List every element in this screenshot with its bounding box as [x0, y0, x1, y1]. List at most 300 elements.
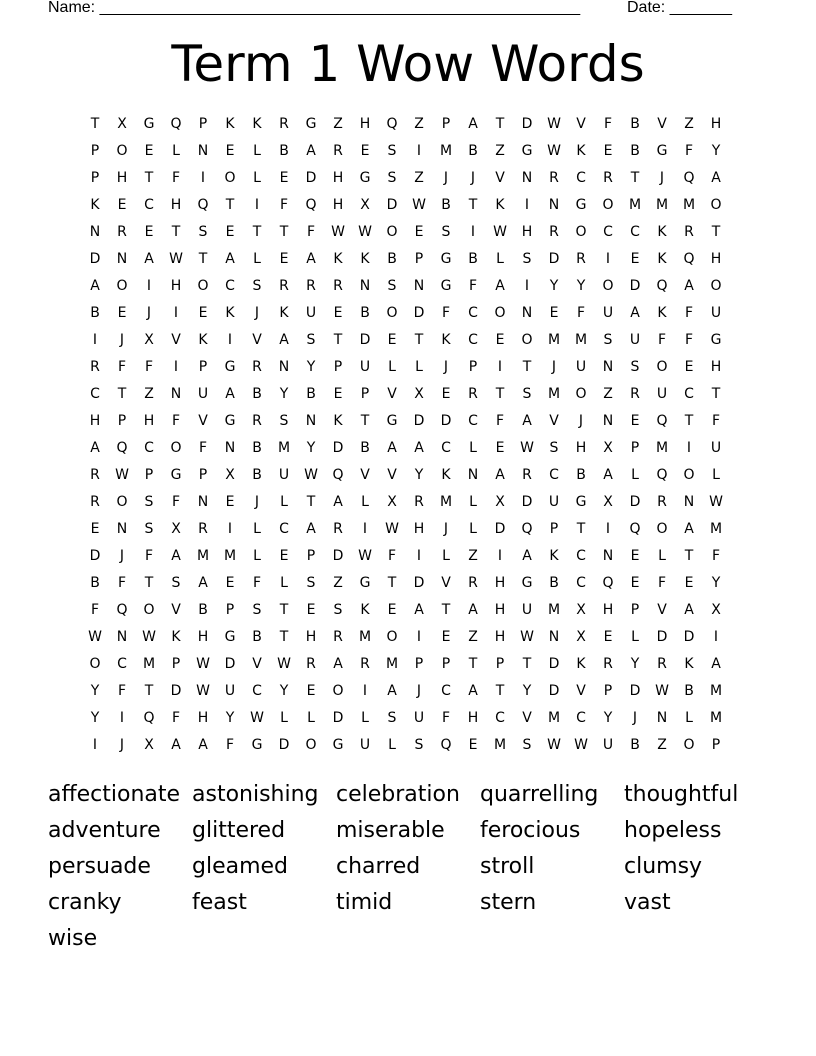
grid-letter: F — [495, 413, 506, 429]
grid-letter: N — [548, 197, 561, 213]
grid-letter: Q — [143, 710, 156, 726]
grid-row — [82, 408, 730, 435]
grid-row — [82, 732, 730, 759]
grid-letter: W — [520, 440, 535, 456]
grid-letter: Y — [603, 710, 614, 726]
grid-letter: E — [90, 521, 101, 537]
grid-letter: S — [252, 602, 263, 618]
grid-letter: V — [387, 467, 398, 483]
word-bank-item: cranky — [48, 890, 122, 915]
grid-letter: J — [443, 170, 450, 186]
grid-letter: B — [90, 575, 101, 591]
grid-letter: O — [683, 467, 696, 483]
grid-letter: I — [362, 683, 369, 699]
grid-letter: R — [279, 116, 290, 132]
grid-letter: M — [682, 197, 697, 213]
grid-letter: E — [117, 305, 128, 321]
grid-letter: R — [333, 278, 344, 294]
grid-letter: S — [306, 575, 317, 591]
grid-letter: E — [387, 602, 398, 618]
grid-letter: Q — [197, 197, 210, 213]
grid-letter: Y — [225, 710, 236, 726]
grid-letter: O — [656, 359, 669, 375]
grid-letter: P — [90, 170, 101, 186]
grid-letter: B — [90, 305, 101, 321]
grid-letter: Y — [279, 683, 290, 699]
grid-letter: G — [170, 467, 183, 483]
grid-letter: Z — [414, 116, 425, 132]
grid-letter: K — [198, 332, 209, 348]
grid-letter: B — [252, 386, 263, 402]
grid-letter: R — [630, 386, 641, 402]
grid-letter: A — [711, 170, 722, 186]
grid-letter: I — [605, 521, 612, 537]
grid-letter: E — [468, 737, 479, 753]
grid-letter: P — [495, 656, 506, 672]
grid-letter: N — [467, 467, 480, 483]
word-bank-item: quarrelling — [480, 782, 599, 807]
grid-letter: A — [90, 440, 101, 456]
grid-letter: W — [574, 737, 589, 753]
grid-letter: S — [522, 251, 533, 267]
grid-letter: B — [549, 575, 560, 591]
grid-letter: L — [442, 548, 451, 564]
grid-letter: G — [305, 116, 318, 132]
grid-letter: Y — [306, 359, 317, 375]
grid-letter: D — [332, 710, 345, 726]
grid-letter: V — [522, 710, 533, 726]
grid-row — [82, 327, 730, 354]
grid-letter: I — [92, 737, 99, 753]
grid-letter: P — [414, 656, 425, 672]
grid-letter: E — [144, 224, 155, 240]
grid-letter: F — [711, 413, 722, 429]
grid-letter: Q — [440, 737, 453, 753]
grid-letter: F — [171, 494, 182, 510]
grid-row — [82, 435, 730, 462]
grid-letter: P — [306, 548, 317, 564]
grid-letter: R — [522, 467, 533, 483]
grid-letter: U — [224, 683, 237, 699]
grid-letter: N — [197, 494, 210, 510]
grid-letter: P — [549, 521, 560, 537]
word-bank-item: gleamed — [192, 854, 289, 879]
grid-letter: T — [414, 332, 425, 348]
grid-letter: I — [686, 440, 693, 456]
grid-letter: Z — [495, 143, 506, 159]
grid-letter: K — [684, 656, 695, 672]
grid-letter: D — [413, 305, 426, 321]
grid-letter: M — [547, 602, 562, 618]
grid-letter: A — [387, 440, 398, 456]
grid-letter: M — [547, 386, 562, 402]
grid-letter: A — [387, 683, 398, 699]
grid-letter: I — [416, 629, 423, 645]
grid-letter: J — [119, 548, 126, 564]
grid-letter: Q — [521, 521, 534, 537]
grid-row — [82, 543, 730, 570]
grid-letter: N — [116, 521, 129, 537]
grid-letter: M — [709, 521, 724, 537]
grid-letter: Q — [332, 467, 345, 483]
grid-letter: A — [171, 737, 182, 753]
grid-letter: Z — [333, 575, 344, 591]
grid-letter: A — [144, 251, 155, 267]
grid-letter: M — [385, 656, 400, 672]
grid-letter: H — [143, 413, 156, 429]
grid-letter: D — [89, 548, 102, 564]
grid-letter: C — [90, 386, 101, 402]
grid-letter: O — [170, 440, 183, 456]
grid-letter: N — [170, 386, 183, 402]
grid-letter: E — [144, 143, 155, 159]
grid-letter: W — [250, 710, 265, 726]
grid-letter: T — [90, 116, 101, 132]
grid-letter: A — [333, 656, 344, 672]
grid-row — [82, 570, 730, 597]
name-field-label[interactable]: Name: ______________________________________________________ — [48, 0, 581, 16]
grid-row — [82, 354, 730, 381]
grid-letter: J — [551, 359, 558, 375]
page-title: Term 1 Wow Words — [171, 35, 645, 93]
grid-letter: S — [441, 224, 452, 240]
grid-letter: P — [198, 116, 209, 132]
grid-letter: A — [225, 251, 236, 267]
grid-letter: P — [171, 656, 182, 672]
grid-row — [82, 273, 730, 300]
grid-letter: O — [116, 278, 129, 294]
grid-letter: D — [629, 494, 642, 510]
grid-letter: M — [655, 197, 670, 213]
grid-letter: W — [115, 467, 130, 483]
grid-letter: Z — [468, 548, 479, 564]
grid-letter: A — [414, 440, 425, 456]
grid-letter: I — [146, 278, 153, 294]
grid-letter: C — [225, 278, 236, 294]
grid-letter: U — [521, 602, 534, 618]
word-bank-item: stroll — [480, 854, 535, 879]
grid-letter: L — [712, 467, 721, 483]
grid-letter: U — [413, 710, 426, 726]
grid-letter: E — [549, 305, 560, 321]
grid-letter: X — [387, 494, 398, 510]
grid-letter: U — [278, 467, 291, 483]
grid-letter: L — [307, 710, 316, 726]
grid-letter: T — [333, 332, 344, 348]
grid-letter: T — [576, 521, 587, 537]
grid-letter: C — [576, 170, 587, 186]
grid-letter: M — [196, 548, 211, 564]
grid-letter: O — [386, 305, 399, 321]
grid-letter: Y — [576, 278, 587, 294]
grid-letter: I — [524, 278, 531, 294]
grid-letter: D — [170, 683, 183, 699]
grid-letter: L — [361, 494, 370, 510]
grid-letter: F — [684, 305, 695, 321]
grid-letter: H — [521, 224, 534, 240]
grid-letter: V — [252, 332, 263, 348]
grid-row — [82, 300, 730, 327]
grid-letter: Q — [116, 602, 129, 618]
grid-letter: R — [360, 656, 371, 672]
grid-letter: S — [522, 737, 533, 753]
grid-letter: L — [388, 737, 397, 753]
grid-letter: P — [144, 467, 155, 483]
grid-letter: M — [439, 143, 454, 159]
grid-letter: M — [547, 332, 562, 348]
grid-letter: X — [360, 197, 371, 213]
grid-letter: T — [468, 197, 479, 213]
grid-letter: N — [305, 413, 318, 429]
grid-letter: J — [416, 683, 423, 699]
grid-letter: F — [117, 359, 128, 375]
grid-letter: F — [576, 305, 587, 321]
grid-letter: G — [251, 737, 264, 753]
grid-letter: H — [332, 197, 345, 213]
grid-letter: X — [225, 467, 236, 483]
grid-letter: A — [684, 521, 695, 537]
grid-letter: T — [387, 575, 398, 591]
grid-letter: W — [655, 683, 670, 699]
grid-letter: C — [576, 548, 587, 564]
grid-letter: F — [171, 413, 182, 429]
grid-letter: W — [493, 224, 508, 240]
grid-letter: S — [171, 575, 182, 591]
grid-letter: L — [415, 359, 424, 375]
grid-letter: B — [441, 197, 452, 213]
word-bank-item: glittered — [192, 818, 286, 843]
grid-letter: G — [224, 629, 237, 645]
grid-letter: I — [92, 332, 99, 348]
grid-letter: Y — [630, 656, 641, 672]
grid-letter: S — [549, 440, 560, 456]
grid-letter: Z — [144, 386, 155, 402]
grid-letter: P — [441, 116, 452, 132]
grid-letter: I — [713, 629, 720, 645]
grid-letter: A — [711, 656, 722, 672]
grid-letter: K — [279, 305, 290, 321]
grid-letter: L — [388, 359, 397, 375]
grid-letter: T — [144, 575, 155, 591]
grid-letter: B — [630, 116, 641, 132]
grid-letter: O — [116, 143, 129, 159]
grid-letter: Q — [683, 251, 696, 267]
grid-letter: C — [144, 440, 155, 456]
word-bank-item: thoughtful — [624, 782, 739, 807]
grid-letter: S — [387, 278, 398, 294]
grid-letter: M — [574, 332, 589, 348]
grid-letter: H — [197, 710, 210, 726]
grid-letter: F — [603, 116, 614, 132]
grid-letter: T — [279, 224, 290, 240]
grid-row — [82, 219, 730, 246]
grid-letter: F — [279, 197, 290, 213]
grid-letter: M — [439, 494, 454, 510]
grid-letter: U — [710, 440, 723, 456]
grid-letter: X — [711, 602, 722, 618]
grid-letter: R — [90, 467, 101, 483]
grid-letter: I — [173, 359, 180, 375]
grid-letter: D — [332, 440, 345, 456]
grid-letter: L — [496, 251, 505, 267]
grid-letter: F — [657, 575, 668, 591]
date-field-label[interactable]: Date: _______ — [627, 0, 732, 16]
grid-letter: T — [684, 548, 695, 564]
grid-letter: O — [89, 656, 102, 672]
grid-letter: A — [495, 278, 506, 294]
grid-letter: D — [305, 170, 318, 186]
grid-letter: Z — [684, 116, 695, 132]
grid-letter: R — [549, 170, 560, 186]
grid-letter: I — [497, 548, 504, 564]
grid-letter: G — [575, 494, 588, 510]
grid-letter: I — [173, 305, 180, 321]
grid-letter: X — [144, 332, 155, 348]
grid-letter: J — [443, 521, 450, 537]
grid-letter: N — [359, 278, 372, 294]
grid-letter: A — [306, 251, 317, 267]
grid-letter: L — [253, 521, 262, 537]
grid-letter: L — [253, 251, 262, 267]
grid-letter: D — [548, 683, 561, 699]
grid-letter: R — [333, 521, 344, 537]
grid-letter: C — [684, 386, 695, 402]
grid-letter: T — [522, 359, 533, 375]
grid-letter: W — [169, 251, 184, 267]
grid-letter: W — [412, 197, 427, 213]
grid-letter: R — [306, 278, 317, 294]
grid-letter: B — [279, 143, 290, 159]
grid-letter: V — [198, 413, 209, 429]
grid-letter: O — [575, 224, 588, 240]
grid-letter: H — [170, 278, 183, 294]
grid-letter: U — [575, 359, 588, 375]
grid-letter: O — [386, 224, 399, 240]
grid-letter: L — [280, 494, 289, 510]
grid-letter: K — [576, 656, 587, 672]
grid-letter: N — [521, 170, 534, 186]
grid-letter: S — [279, 413, 290, 429]
grid-letter: S — [252, 278, 263, 294]
grid-letter: H — [413, 521, 426, 537]
grid-letter: Y — [90, 683, 101, 699]
grid-letter: X — [171, 521, 182, 537]
grid-letter: C — [495, 710, 506, 726]
grid-letter: A — [279, 332, 290, 348]
grid-letter: T — [171, 224, 182, 240]
grid-letter: K — [360, 602, 371, 618]
grid-letter: O — [386, 629, 399, 645]
grid-letter: D — [683, 629, 696, 645]
grid-letter: O — [143, 602, 156, 618]
grid-letter: V — [549, 413, 560, 429]
grid-letter: B — [198, 602, 209, 618]
grid-letter: E — [198, 305, 209, 321]
grid-letter: W — [88, 629, 103, 645]
grid-letter: A — [468, 116, 479, 132]
grid-letter: J — [659, 170, 666, 186]
grid-letter: K — [441, 467, 452, 483]
grid-row — [82, 111, 730, 138]
grid-letter: M — [223, 548, 238, 564]
grid-letter: M — [142, 656, 157, 672]
grid-letter: D — [521, 116, 534, 132]
grid-letter: S — [387, 710, 398, 726]
grid-letter: F — [198, 440, 209, 456]
grid-letter: D — [332, 548, 345, 564]
grid-letter: Y — [549, 278, 560, 294]
grid-letter: J — [578, 413, 585, 429]
grid-row — [82, 705, 730, 732]
grid-letter: E — [279, 548, 290, 564]
grid-letter: G — [332, 737, 345, 753]
grid-letter: P — [333, 359, 344, 375]
grid-letter: E — [630, 413, 641, 429]
grid-letter: K — [90, 197, 101, 213]
grid-letter: K — [549, 548, 560, 564]
grid-letter: J — [443, 359, 450, 375]
grid-letter: S — [333, 602, 344, 618]
grid-letter: H — [494, 629, 507, 645]
word-bank-item: charred — [336, 854, 421, 879]
grid-letter: U — [359, 737, 372, 753]
word-bank-item: affectionate — [48, 782, 181, 807]
grid-letter: N — [413, 278, 426, 294]
word-bank-item: clumsy — [624, 854, 703, 879]
grid-row — [82, 165, 730, 192]
grid-letter: R — [603, 170, 614, 186]
grid-letter: H — [359, 116, 372, 132]
grid-letter: Q — [116, 440, 129, 456]
grid-letter: N — [602, 548, 615, 564]
grid-letter: R — [117, 224, 128, 240]
grid-letter: T — [522, 656, 533, 672]
grid-letter: T — [684, 413, 695, 429]
grid-letter: M — [547, 710, 562, 726]
grid-letter: N — [116, 251, 129, 267]
grid-letter: F — [117, 683, 128, 699]
grid-letter: F — [144, 548, 155, 564]
grid-letter: A — [684, 278, 695, 294]
grid-letter: W — [196, 656, 211, 672]
grid-letter: D — [629, 683, 642, 699]
grid-letter: H — [710, 251, 723, 267]
grid-letter: R — [414, 494, 425, 510]
grid-letter: U — [710, 305, 723, 321]
grid-letter: G — [656, 143, 669, 159]
grid-letter: F — [252, 575, 263, 591]
grid-letter: B — [468, 143, 479, 159]
grid-letter: N — [116, 629, 129, 645]
grid-letter: I — [470, 224, 477, 240]
grid-letter: U — [548, 494, 561, 510]
grid-letter: H — [710, 359, 723, 375]
grid-letter: W — [547, 737, 562, 753]
grid-letter: F — [468, 278, 479, 294]
grid-letter: H — [305, 629, 318, 645]
grid-letter: A — [198, 575, 209, 591]
grid-letter: E — [630, 251, 641, 267]
grid-letter: U — [197, 386, 210, 402]
grid-letter: C — [441, 683, 452, 699]
word-bank-item: feast — [192, 890, 247, 915]
grid-letter: H — [332, 170, 345, 186]
grid-letter: E — [495, 332, 506, 348]
grid-letter: D — [440, 413, 453, 429]
grid-letter: I — [227, 332, 234, 348]
word-bank-item: ferocious — [480, 818, 581, 843]
grid-letter: C — [117, 656, 128, 672]
